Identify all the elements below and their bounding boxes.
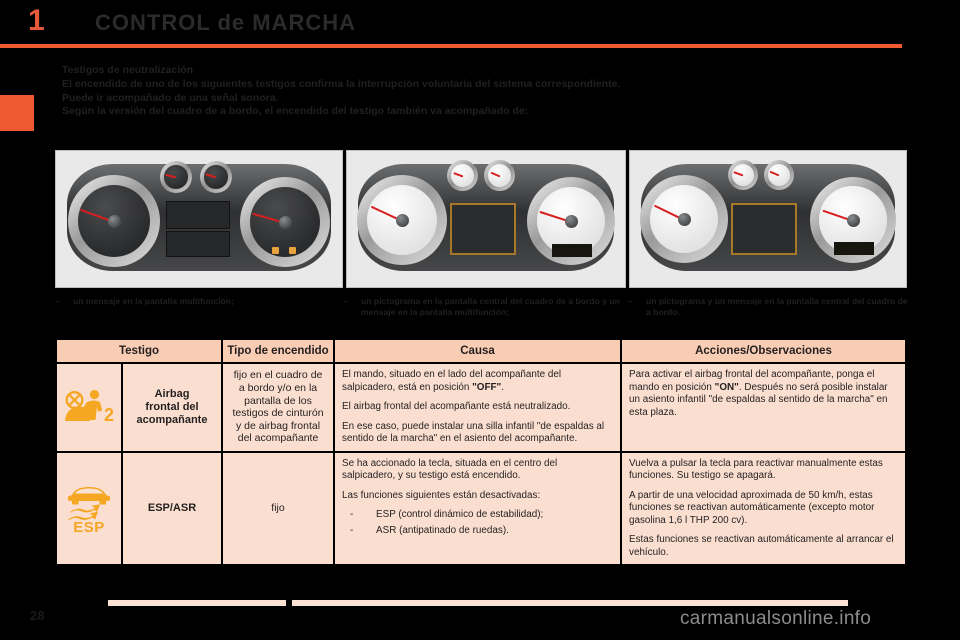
figure-caption-2: [343, 296, 623, 318]
th-acciones: Acciones/Observaciones: [622, 340, 905, 362]
acciones-esp-3: Estas funciones se reactivan automáticamente al arrancar el vehículo.: [629, 534, 894, 558]
intro-heading: Testigos de neutralización: [62, 64, 194, 76]
cluster-figure-1: [55, 150, 343, 288]
caption-text-3: un pictograma y un mensaje en la pantalla central del cuadro de a bordo.: [646, 296, 908, 317]
causa-3: En ese caso, puede instalar una silla infantil "de espaldas al sentido de la marcha" en el asiento del acompañante.: [342, 420, 605, 444]
causa-off-value: "OFF": [472, 381, 502, 393]
cluster-figure-2: [346, 150, 626, 288]
acciones-esp-1: Vuelva a pulsar la tecla para reactivar manualmente estas funciones. Su testigo se apagará.: [629, 457, 883, 481]
tachometer-dial-2: [357, 175, 447, 265]
acciones-airbag: [622, 364, 905, 451]
speedometer-dial-1: [240, 177, 330, 267]
figure-captions: [55, 296, 915, 336]
causa-1c: .: [501, 381, 504, 393]
side-chapter-tab: [0, 95, 34, 131]
th-testigo: Testigo: [57, 340, 221, 362]
acciones-esp-2: A partir de una velocidad aproximada de 50 km/h, estas funciones se reactivan automáticamente (excepto motor gasolina 1,6 l THP 200 cv).: [629, 489, 875, 526]
central-display-1: [166, 201, 230, 229]
page-number: 28: [30, 608, 45, 623]
figure-caption-1: [55, 296, 335, 307]
esp-icon-label: ESP: [73, 519, 105, 537]
speedometer-dial-2: [527, 177, 615, 265]
trip-display-1: [166, 231, 230, 257]
warning-lamp-table: [55, 338, 907, 566]
acciones-esp: [622, 453, 905, 565]
svg-text:2: 2: [104, 405, 115, 426]
causa-2: El airbag frontal del acompañante está neutralizado.: [342, 401, 571, 412]
central-display-2: [450, 203, 516, 255]
fuel-gauge-3: [728, 160, 758, 190]
odometer-lcd-2: [552, 244, 592, 257]
temperature-gauge-2: [484, 160, 515, 191]
airbag-name-line-1: Airbag: [154, 387, 190, 400]
airbag-name-line-3: acompañante: [136, 413, 208, 426]
bullet-dash-1: -: [350, 509, 354, 520]
odometer-lcd-3: [834, 242, 874, 255]
list-item: [342, 509, 613, 522]
list-item: [342, 525, 613, 538]
bullet-text-1: ESP (control dinámico de estabilidad);: [376, 509, 544, 520]
causa-1a: El mando, situado en el lado del acompañante del salpicadero, está en posición: [342, 369, 562, 393]
causa-esp-2: Las funciones siguientes están desactivadas:: [342, 489, 541, 501]
airbag-passenger-off-icon: [63, 388, 115, 426]
temperature-gauge-3: [764, 160, 794, 190]
intro-block: [62, 64, 912, 119]
intro-line-1: El encendido de uno de los siguientes testigos confirma la interrupción voluntaria del sistema correspondiente.: [62, 77, 621, 90]
acciones-c: . Después no será posible instalar un asiento infantil "de espaldas al sentido de la marcha" en esta plaza.: [629, 381, 888, 418]
page-title: CONTROL de MARCHA: [95, 10, 357, 35]
causa-airbag: [335, 364, 620, 451]
causa-esp-bullets: [342, 509, 613, 537]
airbag-name-line-2: frontal del: [145, 400, 199, 413]
temperature-gauge-1: [200, 161, 232, 193]
central-display-3: [731, 203, 797, 255]
intro-line-3: Según la versión del cuadro de a bordo, el encendido del testigo también va acompañado de:: [62, 105, 529, 118]
th-causa: Causa: [335, 340, 620, 362]
table-header-row: [57, 340, 905, 362]
table-row: [57, 364, 905, 451]
bullet-text-2: ASR (antipatinado de ruedas).: [376, 524, 509, 536]
causa-esp-1: Se ha accionado la tecla, situada en el centro del salpicadero, y su testigo está encendido.: [342, 457, 558, 481]
tachometer-dial-1: [68, 175, 160, 267]
testigo-symbol-cell-esp: [57, 453, 121, 565]
acciones-on-value: "ON": [714, 381, 739, 393]
header-rule: [0, 44, 902, 48]
page-header: [0, 0, 960, 46]
watermark: carmanualsonline.info: [680, 608, 872, 629]
testigo-name-esp: ESP/ASR: [123, 453, 221, 565]
th-tipo: Tipo de encendido: [223, 340, 333, 362]
acciones-a: Para activar el airbag frontal del acompañante, ponga el mando en posición: [629, 369, 875, 393]
table-row: [57, 453, 905, 565]
bullet-dash-2: -: [350, 524, 354, 536]
figure-caption-3: [628, 296, 908, 318]
testigo-name-airbag: [123, 364, 221, 451]
caption-dash-2: –: [343, 296, 348, 306]
instrument-cluster-figures: [55, 150, 907, 290]
cluster-figure-3: [629, 150, 907, 288]
caption-dash-3: –: [628, 296, 633, 306]
chapter-number: 1: [28, 4, 45, 37]
tipo-encendido-airbag: fijo en el cuadro de a bordo y/o en la pantalla de los testigos de cinturón y de airbag frontal del acompañante: [223, 364, 333, 451]
caption-text-1: un mensaje en la pantalla multifunción;: [73, 296, 234, 306]
esp-asr-icon: [61, 482, 117, 537]
fuel-gauge-2: [447, 160, 478, 191]
fuel-gauge-1: [160, 161, 192, 193]
caption-dash-1: –: [55, 296, 60, 306]
tachometer-dial-3: [640, 175, 728, 263]
caption-text-2: un pictograma en la pantalla central del cuadro de a bordo y un mensaje en la pantalla multifunción;: [361, 296, 620, 317]
tipo-encendido-esp: fijo: [223, 453, 333, 565]
intro-line-2: Puede ir acompañado de una señal sonora.: [62, 91, 279, 104]
causa-esp: [335, 453, 620, 565]
speedometer-dial-3: [810, 177, 896, 263]
footer-bar: [108, 600, 848, 606]
testigo-symbol-cell-airbag: [57, 364, 121, 451]
